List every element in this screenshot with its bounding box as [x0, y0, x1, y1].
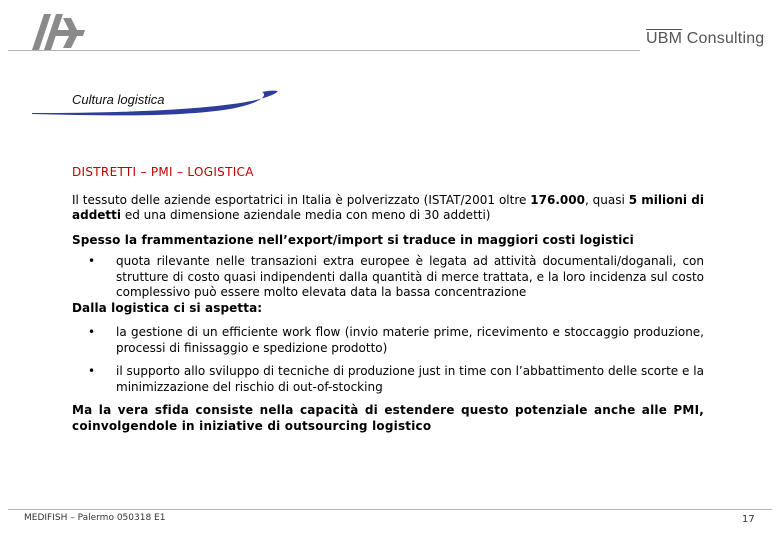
content-heading: DISTRETTI – PMI – LOGISTICA: [72, 165, 254, 179]
brand-ubm: $\overline{UBM}$: [646, 30, 683, 47]
bullet-text: quota rilevante nelle transazioni extra europee è legata ad attività documentali/doganali, con strutture di costo quasi indipendenti dalla quantità di merce trattata, e la loro incidenza sul costo complessivo può essere molto elevata data la bassa concentrazione: [116, 254, 704, 299]
intro-bold-count: 176.000: [530, 192, 585, 207]
brand-name: [646, 30, 764, 48]
intro-bold-employees: 5 milioni di addetti: [72, 192, 705, 222]
intro-text-a: Il tessuto delle aziende esportatrici in Italia è polverizzato (ISTAT/2001 oltre: [72, 192, 531, 207]
bullet-icon: •: [88, 364, 96, 378]
list-item: [72, 364, 704, 395]
bullet-icon: •: [88, 254, 96, 268]
intro-paragraph: [72, 193, 704, 224]
header-divider: [8, 50, 640, 51]
expectations-heading: Dalla logistica ci si aspetta:: [72, 300, 263, 315]
bullet-text: il supporto allo sviluppo di tecniche di produzione just in time con l’abbattimento delle scorte e la minimizzazione del rischio di out-of-stocking: [116, 364, 704, 394]
slide-content: [72, 165, 704, 434]
brand-consulting: Consulting: [682, 30, 765, 47]
list-item: [72, 325, 704, 356]
expectations-bullet-list: [72, 325, 704, 395]
page-number: 17: [742, 514, 755, 525]
fragmentation-statement: Spesso la frammentazione nell’export/import si traduce in maggiori costi logistici: [72, 232, 634, 247]
intro-text-c: , quasi: [584, 192, 629, 207]
bullet-text: la gestione di un efficiente work flow (invio materie prime, ricevimento e stoccaggio produzione, processi di finissaggio e spedizione prodotto): [116, 325, 704, 355]
list-item: [72, 254, 704, 301]
fragmentation-bullet-list: [72, 254, 704, 301]
intro-text-e: ed una dimensione aziendale media con meno di 30 addetti): [121, 208, 491, 222]
company-logo-icon: [30, 12, 90, 52]
bullet-icon: •: [88, 325, 96, 339]
section-title: Cultura logistica: [72, 92, 165, 107]
footer-divider: [8, 509, 772, 510]
footer-reference: MEDIFISH – Palermo 050318 E1: [24, 513, 166, 523]
closing-statement: Ma la vera sfida consiste nella capacità di estendere questo potenziale anche alle PMI, coinvolgendole in iniziative di outsourcing logistico: [72, 403, 704, 433]
